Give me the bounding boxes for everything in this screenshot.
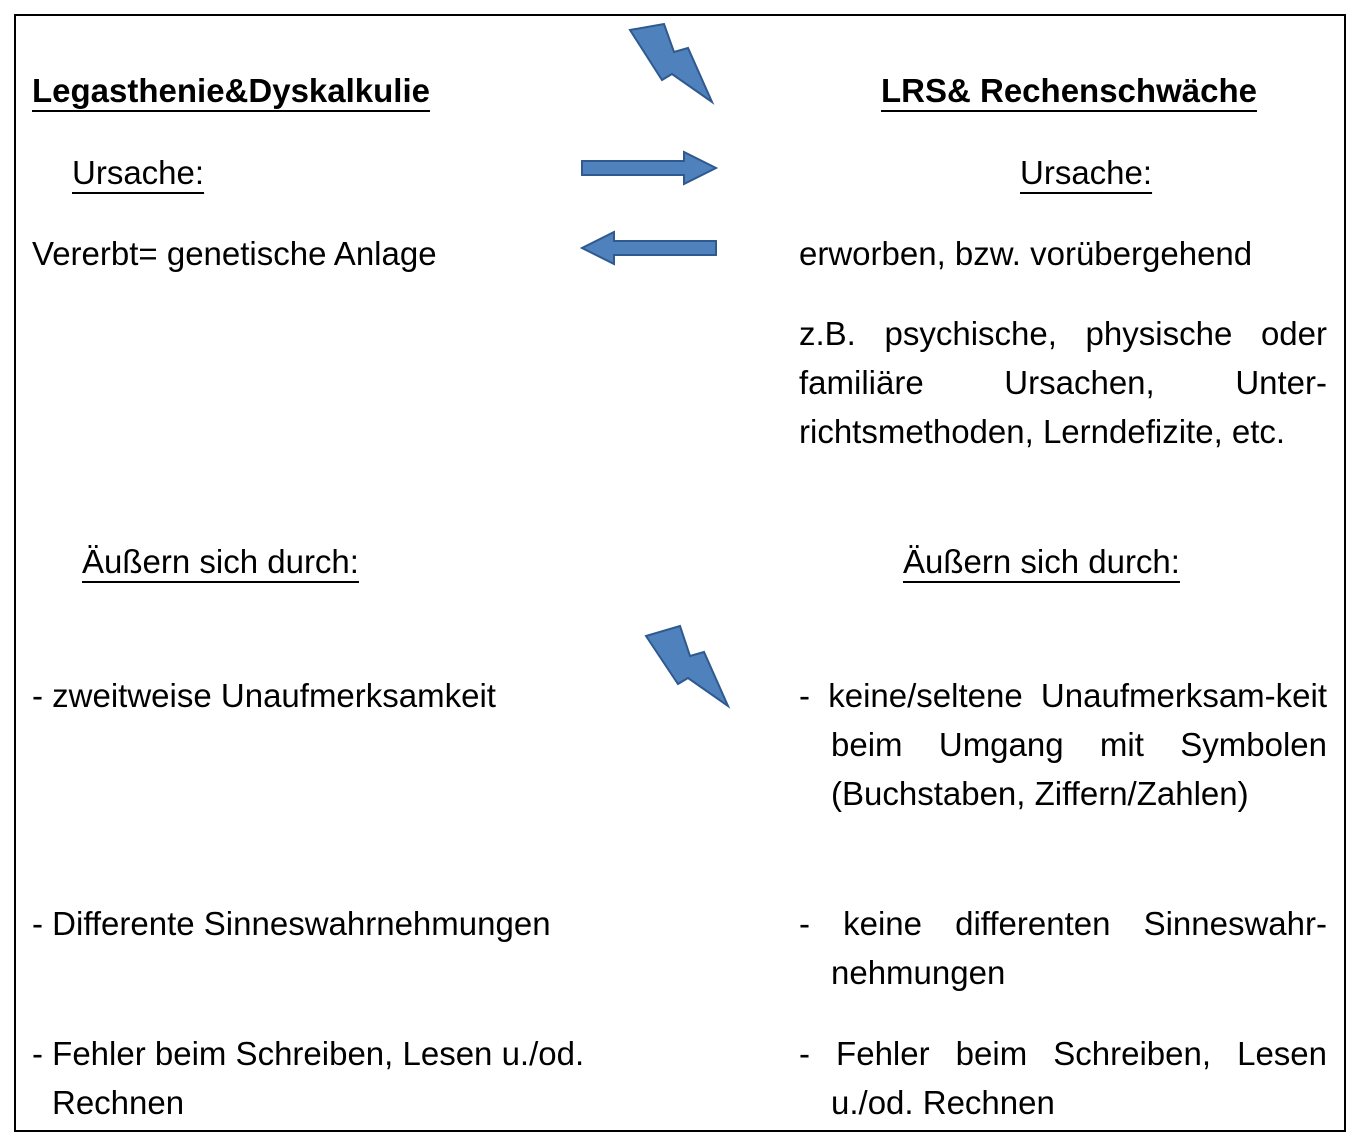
right-symptom-item: - Fehler beim Schreiben, Lesen u./od. Rechnen [799,1035,1327,1121]
left-cause-text: Vererbt= genetische Anlage [32,235,437,272]
left-symptom-item: - zweitweise Unaufmerksamkeit [32,677,496,714]
left-heading: Legasthenie&Dyskalkulie [32,72,430,109]
right-symptom-item: - keine/seltene Unaufmerksam-keit beim Umgang mit Symbolen (Buchstaben, Ziffern/Zahlen) [799,677,1327,812]
lightning-middle-icon [642,624,732,710]
right-cause-text: erworben, bzw. vorübergehend [799,235,1253,272]
arrow-right-icon [580,150,720,186]
right-symptoms-label: Äußern sich durch: [903,543,1180,580]
right-cause-label: Ursache: [1020,154,1153,191]
left-symptoms-label: Äußern sich durch: [82,543,359,580]
lightning-top-icon [626,22,716,106]
right-heading: LRS& Rechenschwäche [881,72,1257,109]
left-cause-label: Ursache: [72,154,205,191]
arrow-left-icon [580,230,720,266]
left-symptom-item: - Fehler beim Schreiben, Lesen u./od. Rechnen [32,1035,585,1121]
right-cause-detail: z.B. psychische, physische oder familiäre Ursachen, Unter-richtsmethoden, Lerndefizite, etc. [799,315,1327,450]
right-symptom-item: - keine differenten Sinneswahr-nehmungen [799,905,1327,991]
left-symptom-item: - Differente Sinneswahrnehmungen [32,905,551,942]
